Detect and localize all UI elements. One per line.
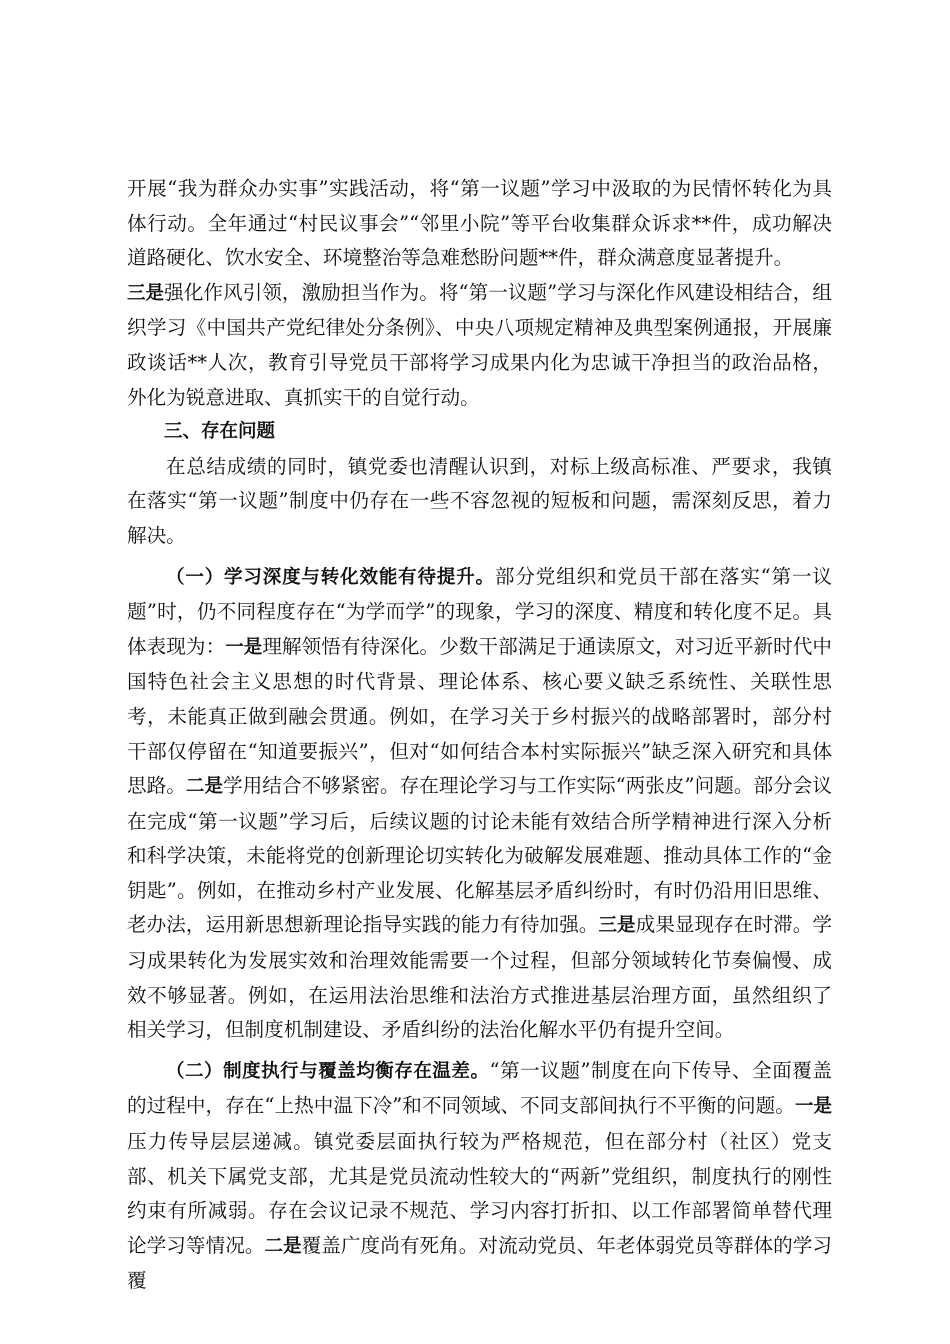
subsection-title: （一）学习深度与转化效能有待提升。 (166, 566, 495, 588)
paragraph-practice-activity (127, 172, 832, 276)
paragraph-text: 覆盖广度尚有死角。对流动党员、年老体弱党员等群体的学习覆 (127, 1233, 832, 1293)
paragraph-text: 开展“我为群众办实事”实践活动，将“第一议题”学习中汲取的为民情怀转化为具体行动。全年通过“村民议事会”“邻里小院”等平台收集群众诉求**件，成功解决道路硬化、饮水安全、环境整治等急难愁盼问题**件，群众满意度显著提升。 (127, 177, 832, 270)
paragraph-text: “第一议题”制度在向下传导、全面覆盖的过程中，存在“上热中温下冷”和不同领域、不同支部间执行不平衡的问题。 (127, 1058, 832, 1118)
list-marker: 一是 (225, 636, 263, 658)
document-page (127, 172, 832, 1299)
list-marker: 三是 (127, 282, 165, 304)
section-heading: 三、存在问题 (164, 421, 276, 443)
list-marker: 三是 (598, 915, 636, 937)
subsection-system-execution (127, 1054, 832, 1299)
list-marker: 二是 (185, 776, 223, 798)
paragraph-text: 部分党组织和党员干部在落实“第一议题”时，仍不同程度存在“为学而学”的现象，学习的深度、精度和转化度不足。具体表现为： (127, 564, 832, 658)
paragraph-text: 学用结合不够紧密。存在理论学习与工作实际“两张皮”问题。部分会议在完成“第一议题”学习后，后续议题的讨论未能有效结合所学精神进行深入分析和科学决策，未能将党的创新理论切实转化为破解发展难题、推动具体工作的“金钥匙”。例如，在推动乡村产业发展、化解基层矛盾纠纷时，有时仍沿用旧思维、老办法，运用新思想新理论指导实践的能力有待加强。 (127, 774, 832, 937)
subsection-learning-depth (127, 560, 832, 1048)
paragraph-style-guidance (127, 276, 832, 415)
section-intro: 在总结成绩的同时，镇党委也清醒认识到，对标上级高标准、严要求，我镇在落实“第一议题”制度中仍存在一些不容忽视的短板和问题，需深刻反思，着力解决。 (127, 454, 832, 547)
list-marker: 二是 (264, 1235, 302, 1257)
list-marker: 一是 (794, 1096, 832, 1118)
paragraph-text: 压力传导层层递减。镇党委层面执行较为严格规范，但在部分村（社区）党支部、机关下属党支部，尤其是党员流动性较大的“两新”党组织，制度执行的刚性约束有所减弱。存在会议记录不规范、学习内容打折扣、以工作部署简单替代理论学习等情况。 (127, 1130, 832, 1257)
subsection-title: （二）制度执行与覆盖均衡存在温差。 (166, 1060, 490, 1082)
paragraph-text: 理解领悟有待深化。少数干部满足于通读原文，对习近平新时代中国特色社会主义思想的时代背景、理论体系、核心要义缺乏系统性、关联性思考，未能真正做到融会贯通。例如，在学习关于乡村振兴的战略部署时，部分村干部仅停留在“知道要振兴”，但对“如何结合本村实际振兴”缺乏深入研究和具体思路。 (127, 634, 832, 798)
paragraph-text: 强化作风引领，激励担当作为。将“第一议题”学习与深化作风建设相结合，组织学习《中国共产党纪律处分条例》、中央八项规定精神及典型案例通报，开展廉政谈话**人次，教育引导党员干部将学习成果内化为忠诚干净担当的政治品格，外化为锐意进取、真抓实干的自觉行动。 (127, 280, 832, 409)
paragraph-text: 成果显现存在时滞。学习成果转化为发展实效和治理效能需要一个过程，但部分领域转化节奏偏慢、成效不够显著。例如，在运用法治思维和法治方式推进基层治理方面，虽然组织了相关学习，但制度机制建设、矛盾纠纷的法治化解水平仍有提升空间。 (127, 913, 832, 1042)
